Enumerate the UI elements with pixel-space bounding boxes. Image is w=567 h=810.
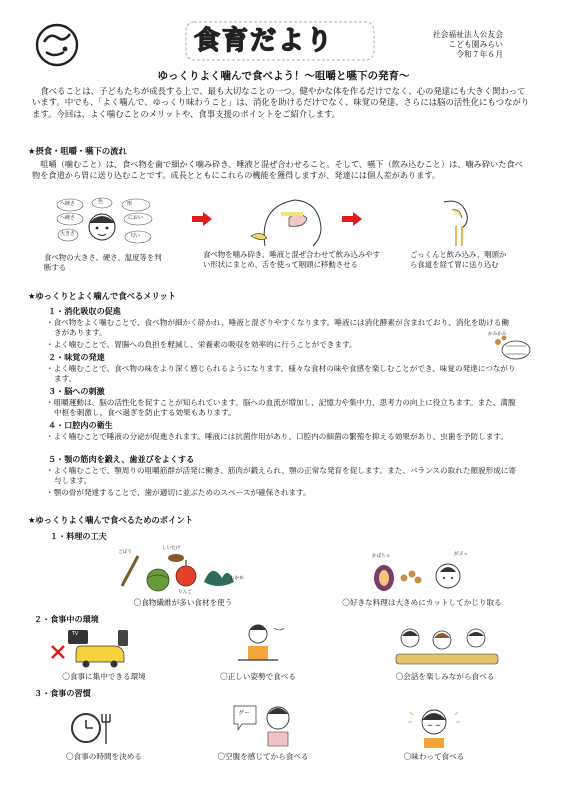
point-caption: 〇空腹を感じてから食べる bbox=[217, 752, 309, 761]
merit-bullet: ・よく噛むことで、顎周りの咀嚼筋群が活発に働き、筋肉が鍛えられ、顎の正常な発育を促します。また、バランスの取れた顔貌形成に寄与します。 bbox=[46, 466, 516, 486]
tv-label: TV bbox=[72, 632, 79, 637]
merit-bullet: ・よく噛むことで、胃腸への負担を軽減し、栄養素の吸収を効率的に行うことができます。 bbox=[46, 340, 357, 349]
merit-title: ４・口腔内の衛生 bbox=[48, 420, 113, 430]
bubble-label: 形 bbox=[127, 201, 133, 207]
bubble-label: 大きさ bbox=[60, 231, 76, 237]
merit-title: ５・顎の筋肉を鍛え、歯並びをよくする bbox=[48, 454, 195, 464]
title-text: 食育だより bbox=[194, 26, 335, 56]
section-heading: ★ゆっくりよく噛んで食べるためのポイント bbox=[28, 515, 193, 525]
step-caption: 食べ物を噛み砕き、唾液と混ぜ合わせて飲み込みやすい形状にまとめ、舌を使って咽頭に移動させる bbox=[203, 250, 381, 269]
point-caption: 〇好きな料理は大きめにカットしてかじり取る bbox=[342, 598, 502, 607]
step-caption: ごっくんと飲み込み、咽頭から食道を経て胃に送り込む bbox=[410, 250, 507, 269]
speech-text: グ～ bbox=[238, 710, 251, 717]
tasting-child-illustration bbox=[404, 704, 464, 748]
nursery-logo bbox=[32, 20, 82, 70]
section-text: 咀嚼（噛むこと）は、食べ物を歯で細かく噛み砕き、唾液と混ぜ合わせること。そして、嚥下（飲み込むこと）は、噛み砕いた食べ物を食道から胃に送り込むことです。成長とともにこれらの機能を獲得しますが、発達には個人差があります。 bbox=[32, 159, 523, 180]
family-meal-illustration bbox=[392, 624, 502, 668]
food-label: しいたけ bbox=[162, 546, 181, 551]
step-caption: 食べ物の大きさ、硬さ、温度等を判断する bbox=[44, 253, 162, 272]
bubble-label: へ硬さ bbox=[60, 215, 76, 221]
org-line: 社会福祉法人公友会 bbox=[432, 30, 503, 39]
bubble-label: におい bbox=[128, 215, 144, 221]
point-group-title: １・料理の工夫 bbox=[50, 531, 107, 541]
hungry-child-illustration bbox=[232, 702, 302, 748]
chewing-illustration bbox=[245, 196, 325, 248]
merit-title: １・消化吸収の促進 bbox=[48, 306, 121, 316]
org-line: こども園みらい bbox=[448, 40, 503, 50]
point-caption: 〇食物繊維が多い食材を使う bbox=[133, 598, 233, 607]
vegetables-illustration bbox=[118, 546, 248, 595]
organization-info bbox=[433, 30, 503, 60]
newsletter-title bbox=[180, 14, 380, 66]
clock-icon bbox=[64, 704, 124, 748]
arrow-icon bbox=[342, 212, 362, 226]
point-caption: 〇会話を楽しみながら食べる bbox=[395, 672, 495, 681]
section-heading: ★ゆっくりとよく噛んで食べるメリット bbox=[28, 291, 177, 301]
merit-bullet: ・顎の骨が発達することで、歯が適切に並ぶためのスペースが確保されます。 bbox=[46, 488, 311, 497]
bubble-label: 色 bbox=[98, 199, 104, 205]
issue-date: 令和７年６月 bbox=[456, 50, 503, 60]
point-group-title: ２・食事中の環境 bbox=[34, 614, 99, 624]
side-label: かみかみ bbox=[488, 332, 507, 337]
point-group-title: ３・食事の習慣 bbox=[34, 688, 91, 698]
distractions-illustration bbox=[50, 628, 130, 668]
arrow-icon bbox=[192, 212, 212, 226]
point-caption: 〇味わって食べる bbox=[403, 752, 465, 761]
subtitle: ゆっくりよく噛んで食べよう！～咀嚼と嚥下の発育～ bbox=[157, 70, 410, 82]
merit-bullet: ・よく噛むことで、食べ物の味をより深く感じられるようになります。様々な食材の味や食感を楽しむことができ、味覚の発達につながります。 bbox=[46, 364, 516, 384]
food-label: がぶっ bbox=[454, 552, 468, 557]
point-caption: 〇食事の時間を決める bbox=[66, 752, 142, 761]
bubble-label: へ硬さ bbox=[60, 201, 76, 207]
food-label: わかめ bbox=[230, 576, 244, 581]
point-caption: 〇正しい姿勢で食べる bbox=[220, 672, 296, 681]
merit-bullet: ・咀嚼運動は、脳の活性化を促すことが知られています。脳への血流が増加し、記憶力や集中力、思考力の向上に役立ちます。また、満腹中枢を刺激し、食べ過ぎを防止する効果もあります。 bbox=[46, 398, 516, 418]
intro-paragraph: 食べることは、子どもたちが成長する上で、最も大切なことの一つ。健やかな体を作るだけでなく、心の発達にも大きく関わっています。中でも、「よく噛んで、ゆっくり味わうこと」は、消化を助けるだけでなく、味覚の発達、さらには脳の活性化にもつながります。今回は、よく噛むことのメリットや、食事支援のポイントをご紹介します。 bbox=[32, 86, 530, 119]
merit-title: ３・脳への刺激 bbox=[48, 386, 105, 396]
merit-title: ２・味覚の発達 bbox=[48, 352, 105, 362]
food-label: りんご bbox=[178, 590, 192, 595]
swallowing-illustration bbox=[430, 196, 480, 248]
chewing-teeth-illustration bbox=[488, 332, 534, 362]
posture-illustration bbox=[228, 622, 288, 668]
food-label: ごぼう bbox=[118, 550, 132, 555]
section-heading: ★摂食・咀嚼・嚥下の流れ bbox=[28, 146, 127, 156]
food-label: かぼちゃ bbox=[372, 554, 391, 559]
bite-food-illustration bbox=[370, 550, 470, 594]
merit-bullet: ・よく噛むことで唾液の分泌が促進されます。唾液には抗菌作用があり、口腔内の細菌の繁殖を抑える効果があり、虫歯を予防します。 bbox=[46, 432, 508, 441]
bubble-label: 匂い bbox=[130, 233, 141, 239]
merit-bullet: ・食べ物をよく噛むことで、食べ物が細かく砕かれ、唾液と混ざりやすくなります。唾液には消化酵素が含まれており、消化を助ける働きがあります。 bbox=[46, 318, 509, 338]
senses-illustration bbox=[54, 197, 154, 249]
point-caption: 〇食事に集中できる環境 bbox=[62, 672, 146, 681]
